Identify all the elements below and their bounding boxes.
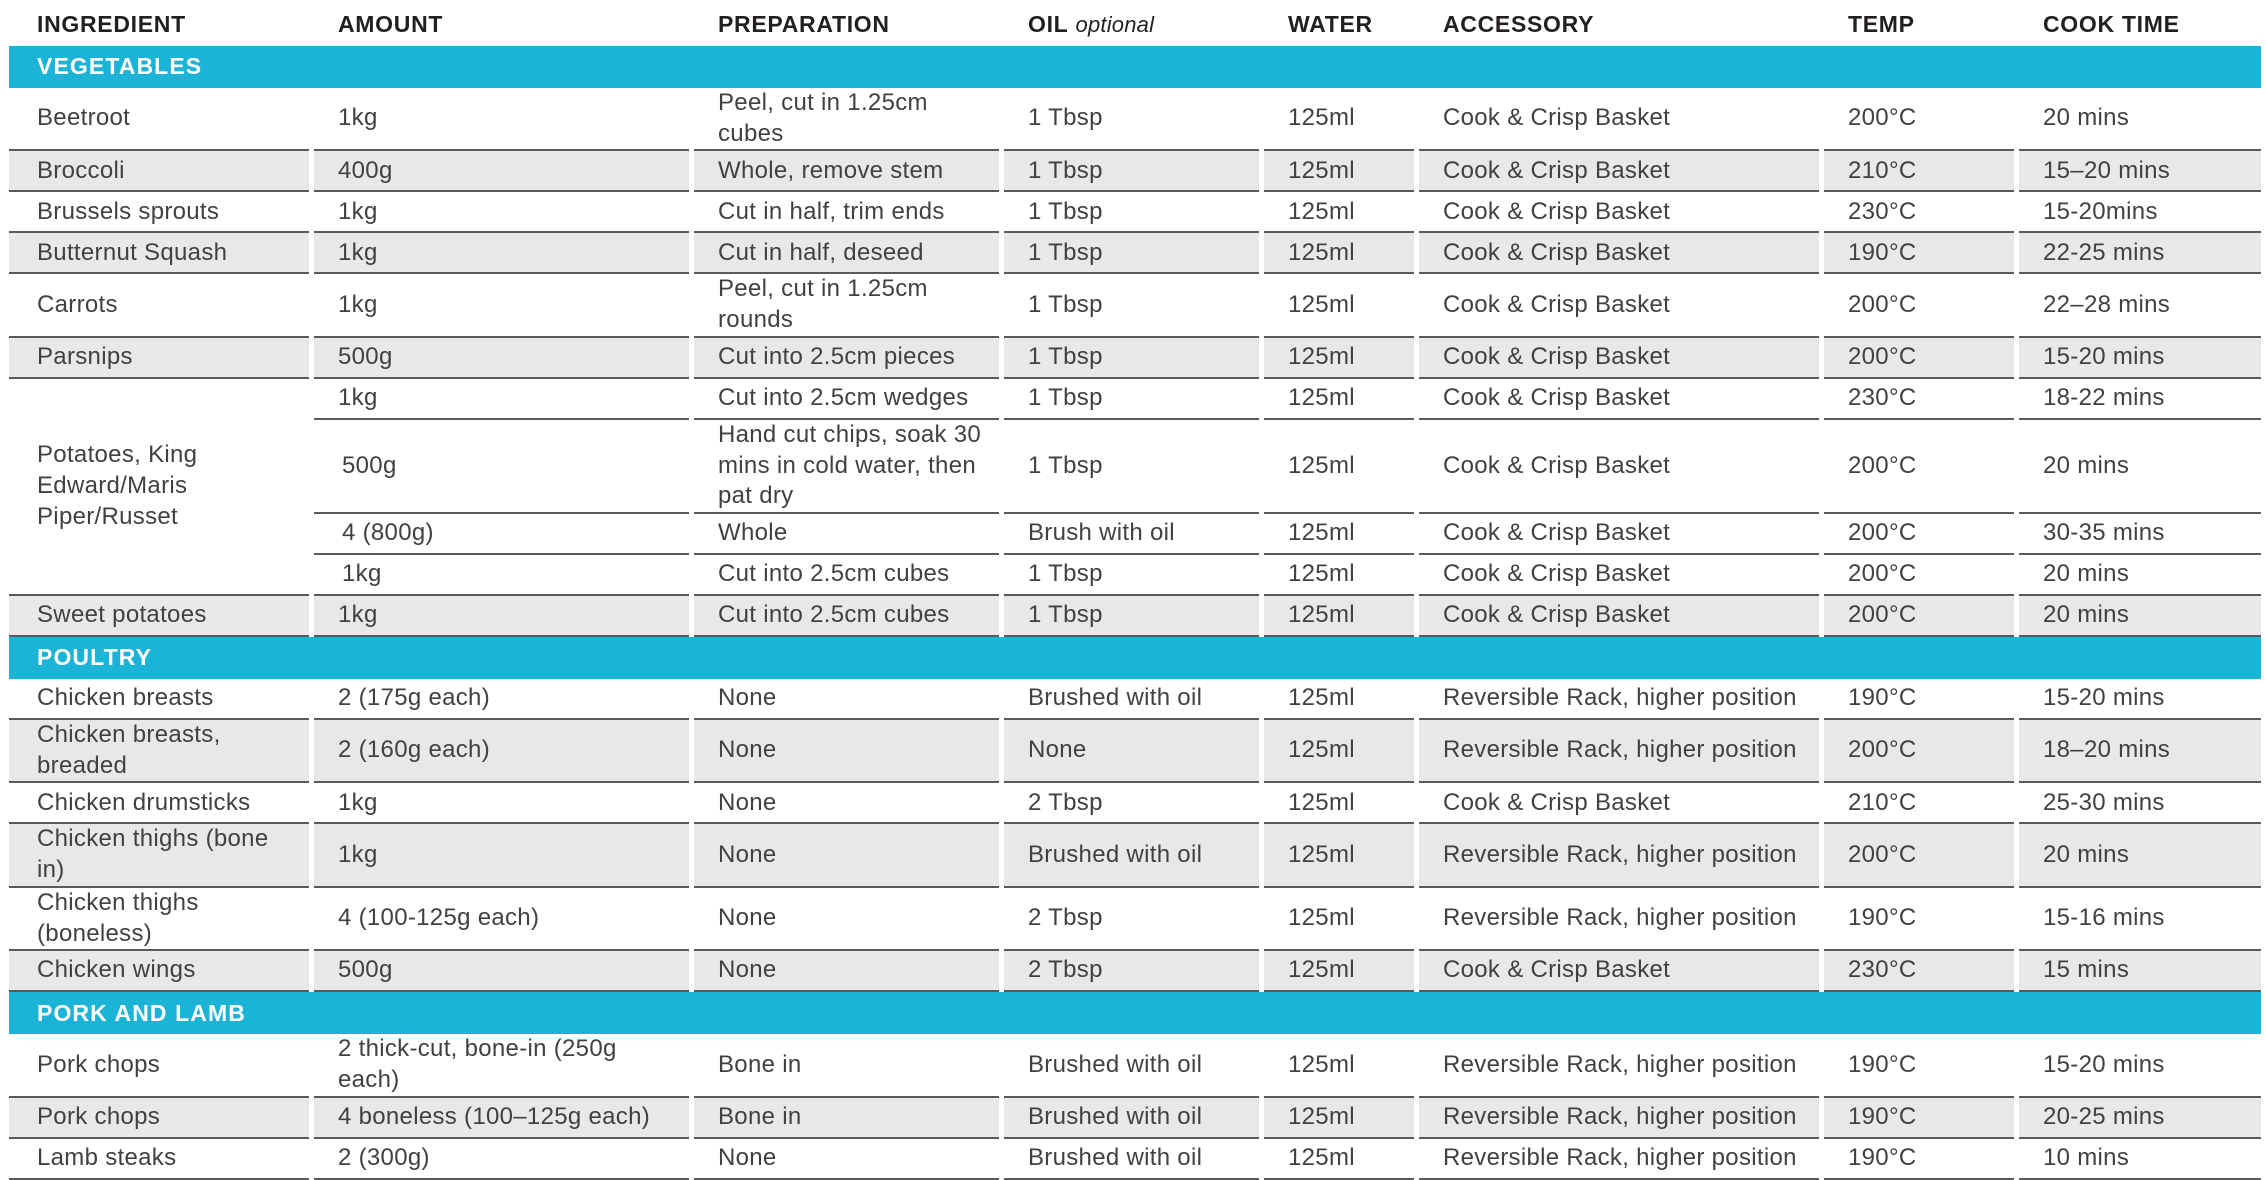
cell-temp: 200°C [1824, 824, 2014, 887]
section-header-poultry [9, 637, 2261, 679]
cell-preparation: Peel, cut in 1.25cm cubes [694, 88, 999, 151]
cell-accessory: Cook & Crisp Basket [1419, 233, 1819, 274]
cooking-chart-table [4, 0, 2266, 1180]
cell-temp: 230°C [1824, 379, 2014, 420]
section-title: VEGETABLES [9, 46, 2261, 88]
cell-amount: 4 (800g) [314, 514, 689, 555]
cell-water: 125ml [1264, 888, 1414, 951]
cell-amount: 1kg [314, 555, 689, 596]
cell-amount: 2 (300g) [314, 1139, 689, 1180]
cell-ingredient: Broccoli [9, 151, 309, 192]
cell-ingredient: Pork chops [9, 1098, 309, 1139]
cell-oil: 2 Tbsp [1004, 888, 1259, 951]
cell-accessory: Reversible Rack, higher position [1419, 824, 1819, 887]
cell-water: 125ml [1264, 151, 1414, 192]
cell-cook-time: 15-20 mins [2019, 338, 2261, 379]
cell-accessory: Reversible Rack, higher position [1419, 1098, 1819, 1139]
table-row [9, 824, 2261, 887]
cell-preparation: Cut in half, trim ends [694, 192, 999, 233]
cell-oil: Brush with oil [1004, 514, 1259, 555]
cell-oil: 1 Tbsp [1004, 151, 1259, 192]
column-header-amount: AMOUNT [338, 10, 444, 37]
cell-oil: Brushed with oil [1004, 1098, 1259, 1139]
cell-ingredient: Butternut Squash [9, 233, 309, 274]
cell-temp: 200°C [1824, 420, 2014, 514]
cell-cook-time: 18–20 mins [2019, 720, 2261, 783]
cell-amount: 1kg [314, 596, 689, 637]
cell-water: 125ml [1264, 88, 1414, 151]
cell-ingredient: Sweet potatoes [9, 596, 309, 637]
cell-amount: 1kg [314, 192, 689, 233]
cell-preparation: Whole, remove stem [694, 151, 999, 192]
cell-oil: Brushed with oil [1004, 1034, 1259, 1097]
cell-oil: 1 Tbsp [1004, 274, 1259, 337]
cell-preparation: None [694, 888, 999, 951]
cell-cook-time: 20 mins [2019, 88, 2261, 151]
column-header-water: WATER [1288, 10, 1373, 37]
cell-cook-time: 15-16 mins [2019, 888, 2261, 951]
cell-amount: 2 (175g each) [314, 679, 689, 720]
table-row [9, 88, 2261, 151]
cell-temp: 200°C [1824, 555, 2014, 596]
table-row [9, 233, 2261, 274]
cell-temp: 210°C [1824, 151, 2014, 192]
table-row [9, 555, 2261, 596]
cell-cook-time: 30-35 mins [2019, 514, 2261, 555]
cell-water: 125ml [1264, 679, 1414, 720]
cell-ingredient: Carrots [9, 274, 309, 337]
cell-oil: 1 Tbsp [1004, 338, 1259, 379]
cell-accessory: Cook & Crisp Basket [1419, 783, 1819, 824]
table-row [9, 338, 2261, 379]
cell-preparation: None [694, 951, 999, 992]
cell-water: 125ml [1264, 1034, 1414, 1097]
cell-accessory: Cook & Crisp Basket [1419, 274, 1819, 337]
column-header-accessory: ACCESSORY [1443, 10, 1595, 37]
table-row [9, 720, 2261, 783]
cell-water: 125ml [1264, 720, 1414, 783]
cell-preparation: Cut into 2.5cm cubes [694, 596, 999, 637]
cell-oil: 2 Tbsp [1004, 783, 1259, 824]
cell-accessory: Cook & Crisp Basket [1419, 192, 1819, 233]
cell-amount: 2 thick-cut, bone-in (250g each) [314, 1034, 689, 1097]
section-header-vegetables [9, 46, 2261, 88]
cell-oil: 2 Tbsp [1004, 951, 1259, 992]
cell-ingredient: Lamb steaks [9, 1139, 309, 1180]
oil-header-label: OIL [1028, 10, 1069, 37]
table-row [9, 1034, 2261, 1097]
cell-oil: 1 Tbsp [1004, 420, 1259, 514]
section-header-pork-and-lamb [9, 992, 2261, 1034]
oil-header-qualifier: optional [1075, 11, 1155, 37]
table-row [9, 514, 2261, 555]
cell-amount: 500g [314, 338, 689, 379]
cell-temp: 200°C [1824, 274, 2014, 337]
table-row [9, 379, 2261, 420]
cell-amount: 4 (100-125g each) [314, 888, 689, 951]
cell-preparation: Cut into 2.5cm wedges [694, 379, 999, 420]
cell-oil: 1 Tbsp [1004, 192, 1259, 233]
cell-accessory: Cook & Crisp Basket [1419, 379, 1819, 420]
table-row [9, 783, 2261, 824]
cell-accessory: Cook & Crisp Basket [1419, 951, 1819, 992]
cell-preparation: Peel, cut in 1.25cm rounds [694, 274, 999, 337]
section-title: POULTRY [9, 637, 2261, 679]
cell-oil: Brushed with oil [1004, 679, 1259, 720]
cell-ingredient-group: Potatoes, King Edward/Maris Piper/Russet [9, 379, 309, 596]
cell-temp: 200°C [1824, 338, 2014, 379]
cell-cook-time: 15 mins [2019, 951, 2261, 992]
cell-amount: 400g [314, 151, 689, 192]
cell-preparation: None [694, 824, 999, 887]
cell-temp: 200°C [1824, 720, 2014, 783]
cell-water: 125ml [1264, 379, 1414, 420]
cell-amount: 4 boneless (100–125g each) [314, 1098, 689, 1139]
cell-oil: None [1004, 720, 1259, 783]
cell-cook-time: 18-22 mins [2019, 379, 2261, 420]
cell-amount: 1kg [314, 379, 689, 420]
table-row [9, 679, 2261, 720]
cell-accessory: Cook & Crisp Basket [1419, 88, 1819, 151]
cell-accessory: Reversible Rack, higher position [1419, 888, 1819, 951]
cell-temp: 190°C [1824, 888, 2014, 951]
column-header-temp: TEMP [1848, 10, 1915, 37]
cell-oil: 1 Tbsp [1004, 596, 1259, 637]
column-header-row [9, 0, 2261, 46]
cell-amount: 1kg [314, 824, 689, 887]
cell-oil: 1 Tbsp [1004, 379, 1259, 420]
table-row [9, 1139, 2261, 1180]
cell-temp: 200°C [1824, 514, 2014, 555]
cell-preparation: None [694, 679, 999, 720]
cell-cook-time: 20 mins [2019, 824, 2261, 887]
cell-cook-time: 20 mins [2019, 596, 2261, 637]
cell-ingredient: Pork chops [9, 1034, 309, 1097]
table-row [9, 888, 2261, 951]
cell-temp: 200°C [1824, 88, 2014, 151]
table-row [9, 596, 2261, 637]
cell-preparation: None [694, 783, 999, 824]
cell-amount: 500g [314, 420, 689, 514]
column-header-cook-time: COOK TIME [2043, 10, 2180, 37]
cell-amount: 2 (160g each) [314, 720, 689, 783]
cell-cook-time: 20 mins [2019, 555, 2261, 596]
cell-temp: 190°C [1824, 1098, 2014, 1139]
cell-amount: 500g [314, 951, 689, 992]
table-row [9, 1098, 2261, 1139]
cell-accessory: Reversible Rack, higher position [1419, 1139, 1819, 1180]
cell-water: 125ml [1264, 274, 1414, 337]
table-row [9, 192, 2261, 233]
cell-water: 125ml [1264, 420, 1414, 514]
cell-preparation: Cut into 2.5cm pieces [694, 338, 999, 379]
cell-cook-time: 15–20 mins [2019, 151, 2261, 192]
cell-accessory: Reversible Rack, higher position [1419, 720, 1819, 783]
cell-temp: 210°C [1824, 783, 2014, 824]
cell-water: 125ml [1264, 1139, 1414, 1180]
cell-ingredient: Chicken thighs (boneless) [9, 888, 309, 951]
table-row [9, 274, 2261, 337]
cell-temp: 200°C [1824, 596, 2014, 637]
cell-water: 125ml [1264, 233, 1414, 274]
cell-accessory: Cook & Crisp Basket [1419, 596, 1819, 637]
cell-ingredient: Parsnips [9, 338, 309, 379]
cell-cook-time: 20-25 mins [2019, 1098, 2261, 1139]
cell-temp: 190°C [1824, 1034, 2014, 1097]
cell-preparation: None [694, 1139, 999, 1180]
cell-ingredient: Chicken breasts [9, 679, 309, 720]
cell-water: 125ml [1264, 824, 1414, 887]
cell-oil: Brushed with oil [1004, 824, 1259, 887]
cell-oil: 1 Tbsp [1004, 555, 1259, 596]
cell-ingredient: Chicken breasts, breaded [9, 720, 309, 783]
cell-preparation: Bone in [694, 1034, 999, 1097]
cell-preparation: Bone in [694, 1098, 999, 1139]
cell-amount: 1kg [314, 783, 689, 824]
cell-oil: 1 Tbsp [1004, 88, 1259, 151]
cell-temp: 190°C [1824, 1139, 2014, 1180]
cell-accessory: Cook & Crisp Basket [1419, 338, 1819, 379]
cell-water: 125ml [1264, 192, 1414, 233]
cell-accessory: Cook & Crisp Basket [1419, 514, 1819, 555]
cell-ingredient: Chicken drumsticks [9, 783, 309, 824]
cell-cook-time: 22-25 mins [2019, 233, 2261, 274]
cell-cook-time: 22–28 mins [2019, 274, 2261, 337]
cell-oil: Brushed with oil [1004, 1139, 1259, 1180]
cell-temp: 230°C [1824, 951, 2014, 992]
section-title: PORK AND LAMB [9, 992, 2261, 1034]
cell-cook-time: 20 mins [2019, 420, 2261, 514]
cell-ingredient: Brussels sprouts [9, 192, 309, 233]
cell-accessory: Cook & Crisp Basket [1419, 151, 1819, 192]
cell-temp: 230°C [1824, 192, 2014, 233]
cell-preparation: Whole [694, 514, 999, 555]
cell-water: 125ml [1264, 514, 1414, 555]
table-row [9, 951, 2261, 992]
column-header-ingredient: INGREDIENT [37, 10, 186, 37]
cell-ingredient: Chicken wings [9, 951, 309, 992]
table-row [9, 151, 2261, 192]
cell-water: 125ml [1264, 596, 1414, 637]
cell-ingredient: Beetroot [9, 88, 309, 151]
cell-amount: 1kg [314, 233, 689, 274]
cell-water: 125ml [1264, 555, 1414, 596]
cell-preparation: Cut in half, deseed [694, 233, 999, 274]
cell-water: 125ml [1264, 951, 1414, 992]
cell-ingredient: Chicken thighs (bone in) [9, 824, 309, 887]
cell-accessory: Reversible Rack, higher position [1419, 679, 1819, 720]
cell-cook-time: 25-30 mins [2019, 783, 2261, 824]
cell-preparation: Cut into 2.5cm cubes [694, 555, 999, 596]
cell-cook-time: 15-20mins [2019, 192, 2261, 233]
cell-preparation: Hand cut chips, soak 30 mins in cold water, then pat dry [694, 420, 999, 514]
cell-oil: 1 Tbsp [1004, 233, 1259, 274]
cell-water: 125ml [1264, 783, 1414, 824]
cell-preparation: None [694, 720, 999, 783]
column-header-oil [1004, 0, 1259, 46]
cell-accessory: Reversible Rack, higher position [1419, 1034, 1819, 1097]
cell-cook-time: 10 mins [2019, 1139, 2261, 1180]
table-row [9, 420, 2261, 514]
cell-temp: 190°C [1824, 679, 2014, 720]
cell-cook-time: 15-20 mins [2019, 1034, 2261, 1097]
cell-cook-time: 15-20 mins [2019, 679, 2261, 720]
cell-amount: 1kg [314, 274, 689, 337]
cell-accessory: Cook & Crisp Basket [1419, 555, 1819, 596]
cell-accessory: Cook & Crisp Basket [1419, 420, 1819, 514]
cell-temp: 190°C [1824, 233, 2014, 274]
cell-water: 125ml [1264, 338, 1414, 379]
cell-water: 125ml [1264, 1098, 1414, 1139]
column-header-preparation: PREPARATION [718, 10, 890, 37]
cell-amount: 1kg [314, 88, 689, 151]
